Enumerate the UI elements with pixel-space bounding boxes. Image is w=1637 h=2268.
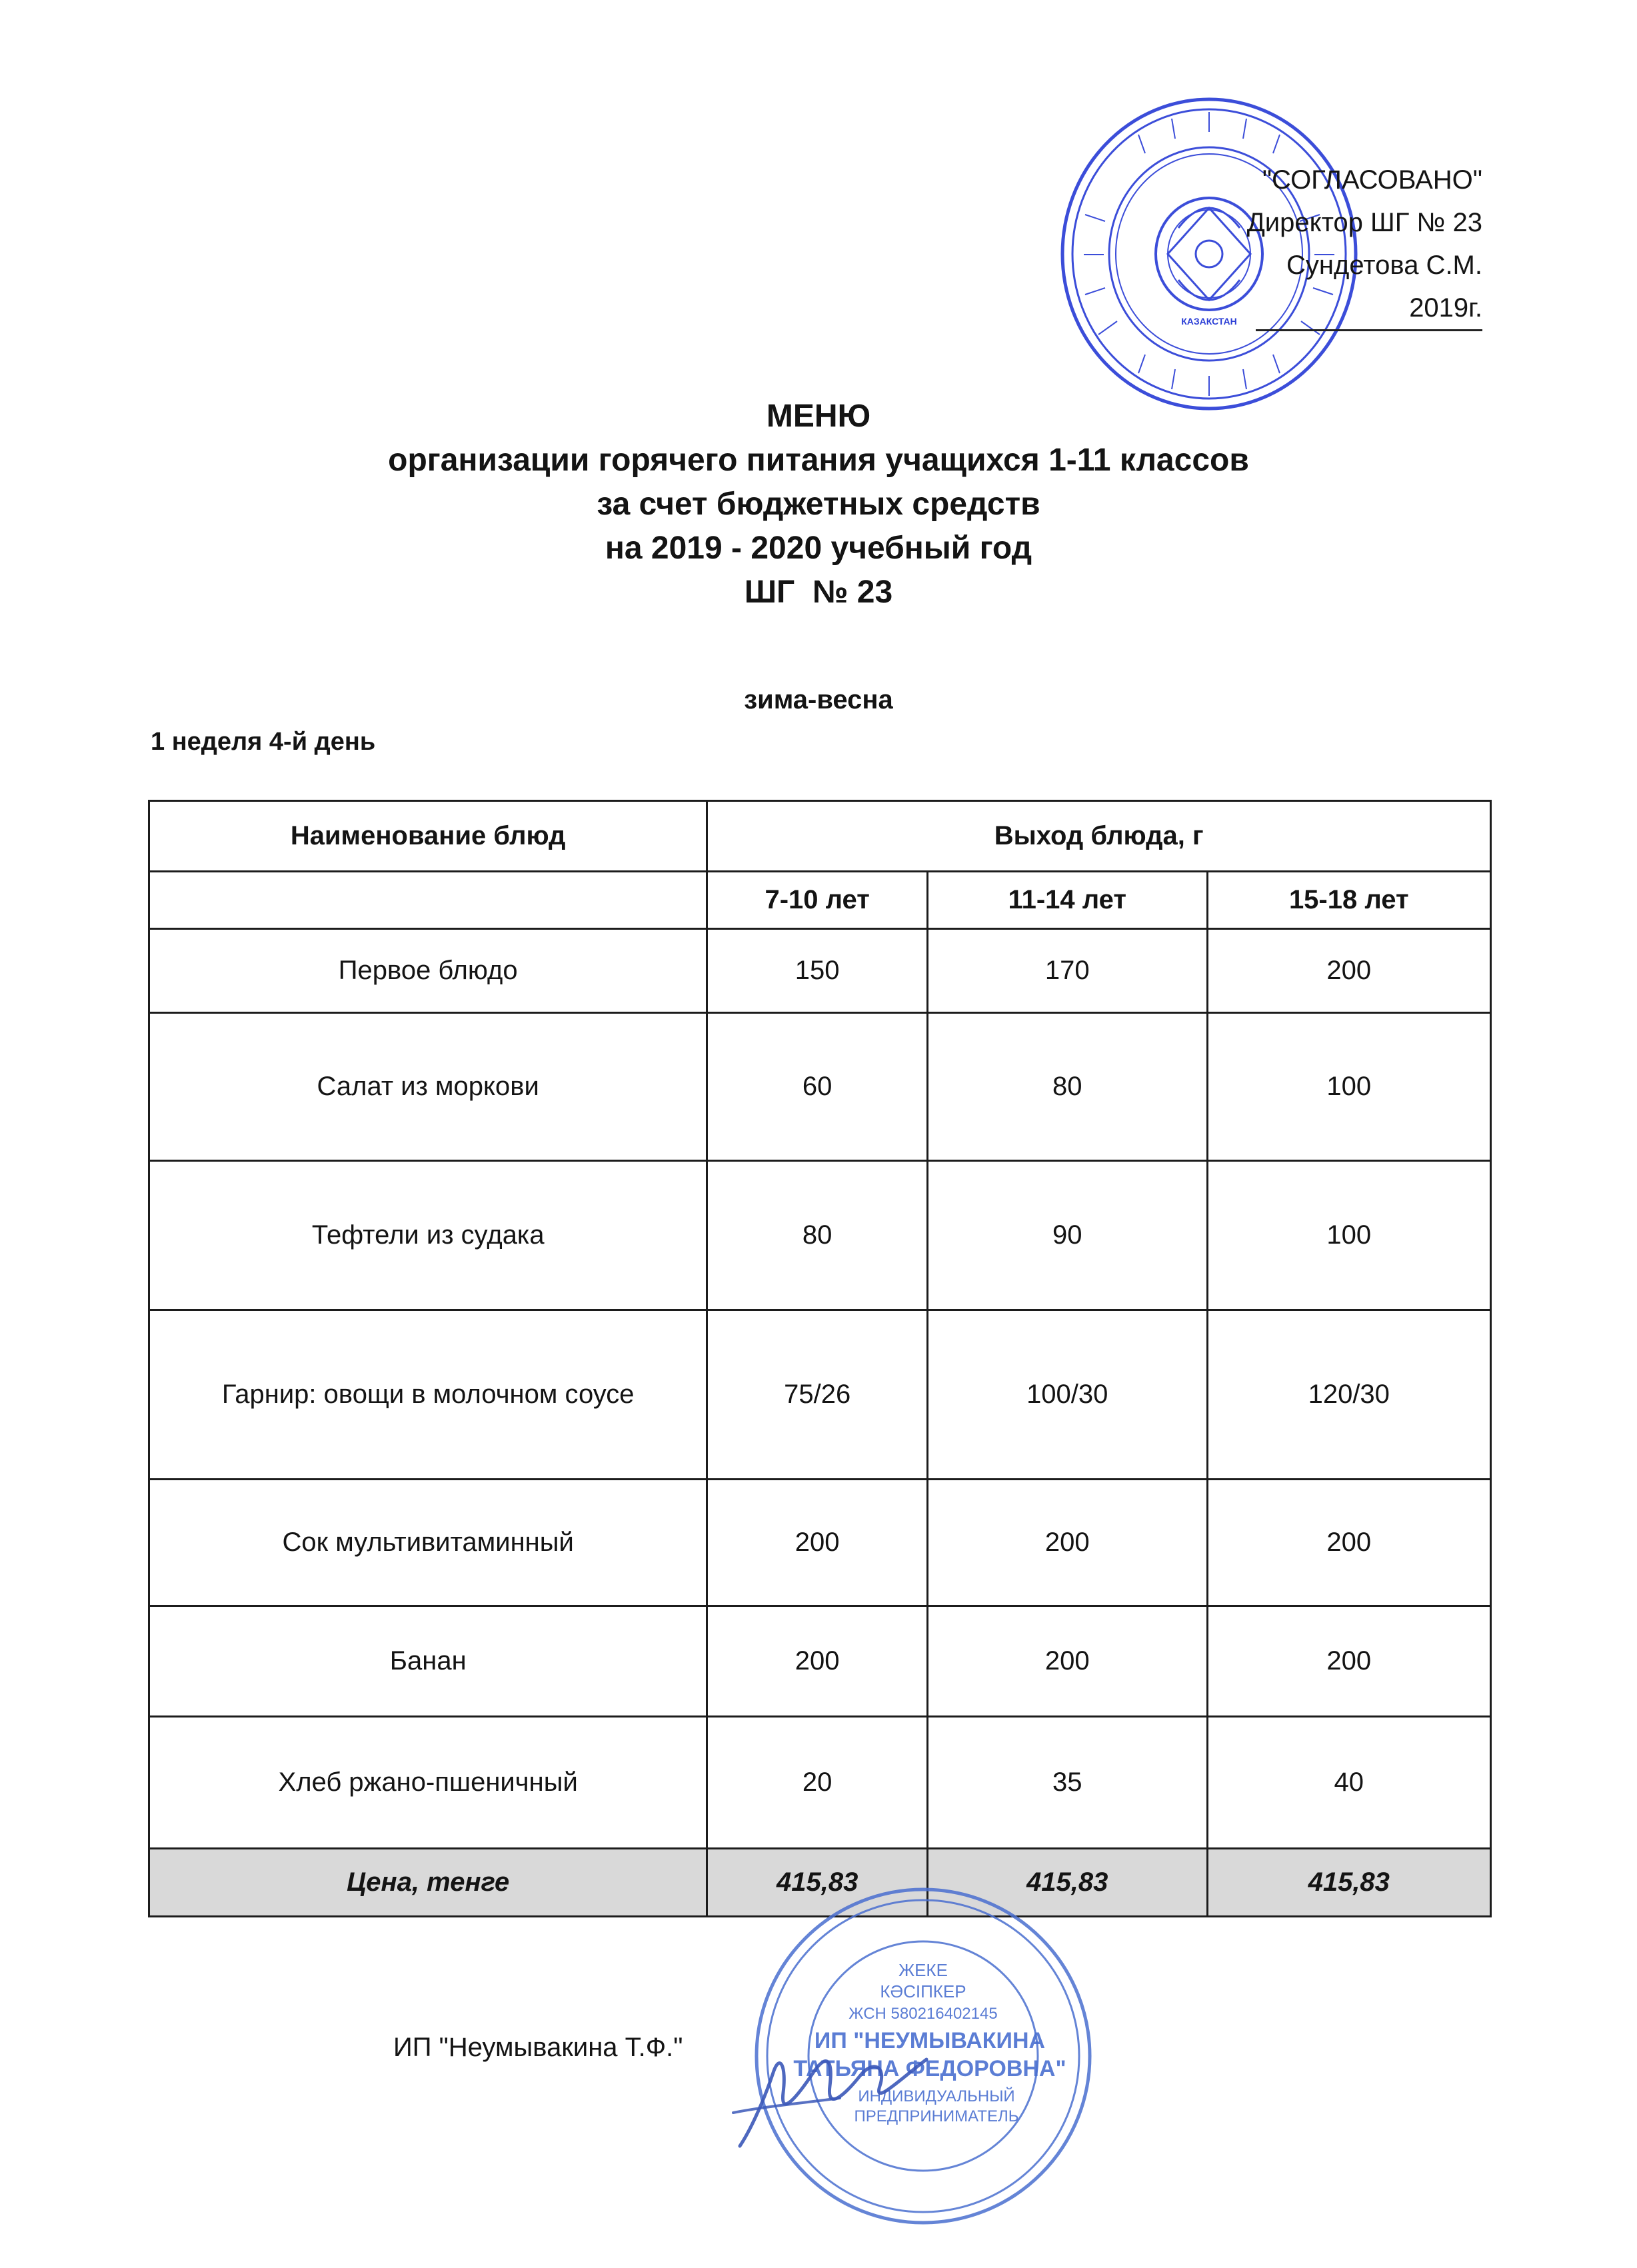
- dish-name: Сок мультивитаминный: [149, 1480, 707, 1606]
- yield-15-18: 200: [1207, 1606, 1491, 1717]
- document-subtitle-3: на 2019 - 2020 учебный год: [605, 531, 1032, 566]
- yield-15-18: 100: [1207, 1013, 1491, 1161]
- yield-7-10: 150: [707, 929, 928, 1013]
- table-row: [149, 1161, 1491, 1310]
- yield-11-14: 35: [927, 1717, 1207, 1849]
- seal-center-text: КАЗАКСТАН: [1181, 316, 1237, 327]
- yield-11-14: 170: [927, 929, 1207, 1013]
- week-day-label: 1 неделя 4-й день: [151, 728, 376, 756]
- dish-name: Хлеб ржано-пшеничный: [149, 1717, 707, 1849]
- seal-line-5: ТАТЬЯНА ФЕДОРОВНА": [793, 2056, 1066, 2081]
- yield-15-18: 200: [1207, 1480, 1491, 1606]
- yield-7-10: 60: [707, 1013, 928, 1161]
- approval-title: "СОГЛАСОВАНО": [1262, 165, 1482, 195]
- price-15-18: 415,83: [1207, 1849, 1491, 1917]
- yield-7-10: 20: [707, 1717, 928, 1849]
- yield-15-18: 200: [1207, 929, 1491, 1013]
- yield-7-10: 80: [707, 1161, 928, 1310]
- col-header-age-15-18: 15-18 лет: [1207, 872, 1491, 929]
- table-row: [149, 1013, 1491, 1161]
- document-title: МЕНЮ: [766, 399, 871, 434]
- price-label: Цена, тенге: [149, 1849, 707, 1917]
- col-header-yield: Выход блюда, г: [707, 801, 1491, 872]
- yield-15-18: 40: [1207, 1717, 1491, 1849]
- table-row: [149, 1717, 1491, 1849]
- dish-name: Тефтели из судака: [149, 1161, 707, 1310]
- entrepreneur-signature-line: ИП "Неумывакина Т.Ф.": [393, 2033, 683, 2062]
- yield-11-14: 80: [927, 1013, 1207, 1161]
- document-title-block: [0, 395, 1637, 614]
- col-header-age-11-14: 11-14 лет: [927, 872, 1207, 929]
- approval-block: [1176, 159, 1482, 331]
- col-header-dish-name: Наименование блюд: [149, 801, 707, 872]
- dish-name: Первое блюдо: [149, 929, 707, 1013]
- approval-name: Сундетова С.М.: [1286, 251, 1482, 280]
- age-empty-cell: [149, 872, 707, 929]
- seal-line-1: ЖЕКЕ: [898, 1960, 948, 1980]
- table-age-row: [149, 872, 1491, 929]
- yield-11-14: 200: [927, 1480, 1207, 1606]
- seal-line-4: ИП "НЕУМЫВАКИНА: [814, 2028, 1046, 2053]
- approval-date: 2019г.: [1256, 287, 1482, 331]
- table-row: [149, 1480, 1491, 1606]
- col-header-age-7-10: 7-10 лет: [707, 872, 928, 929]
- yield-11-14: 200: [927, 1606, 1207, 1717]
- season-label: зима-весна: [744, 685, 893, 714]
- seal-line-3: ЖСН 580216402145: [848, 2005, 998, 2023]
- yield-11-14: 90: [927, 1161, 1207, 1310]
- yield-15-18: 100: [1207, 1161, 1491, 1310]
- seal-line-6: ИНДИВИДУАЛЬНЫЙ: [858, 2087, 1015, 2105]
- dish-name: Салат из моркови: [149, 1013, 707, 1161]
- seal-line-7: ПРЕДПРИНИМАТЕЛЬ: [854, 2107, 1019, 2125]
- yield-15-18: 120/30: [1207, 1310, 1491, 1480]
- seal-line-2: КӘСІПКЕР: [880, 1981, 966, 2001]
- yield-7-10: 200: [707, 1606, 928, 1717]
- yield-7-10: 200: [707, 1480, 928, 1606]
- table-row: [149, 1310, 1491, 1480]
- document-subtitle-2: за счет бюджетных средств: [597, 487, 1040, 522]
- document-subtitle-1: организации горячего питания учащихся 1-11 классов: [388, 443, 1249, 478]
- yield-7-10: 75/26: [707, 1310, 928, 1480]
- table-row: [149, 1606, 1491, 1717]
- approval-position: Директор ШГ № 23: [1246, 208, 1482, 237]
- price-11-14: 415,83: [927, 1849, 1207, 1917]
- school-name: ШГ № 23: [744, 574, 893, 610]
- dish-name: Гарнир: овощи в молочном соусе: [149, 1310, 707, 1480]
- yield-11-14: 100/30: [927, 1310, 1207, 1480]
- menu-table: [148, 800, 1492, 1917]
- table-row: [149, 929, 1491, 1013]
- table-header-row: [149, 801, 1491, 872]
- price-7-10: 415,83: [707, 1849, 928, 1917]
- handwritten-signature: [727, 2013, 940, 2159]
- dish-name: Банан: [149, 1606, 707, 1717]
